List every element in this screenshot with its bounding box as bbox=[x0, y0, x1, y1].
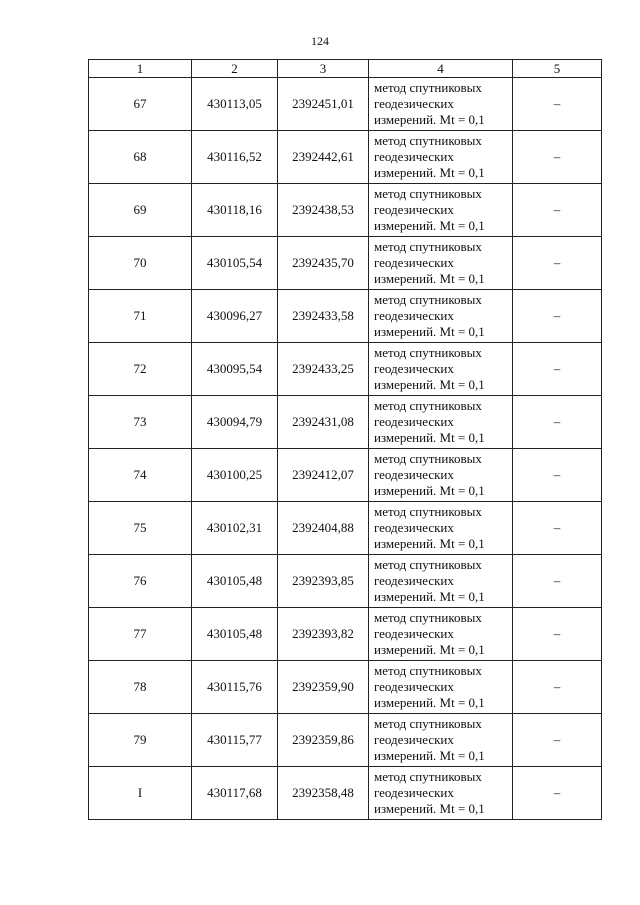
method-line: геодезических bbox=[374, 573, 454, 588]
y-coordinate-cell: 2392393,82 bbox=[278, 608, 369, 661]
x-coordinate-cell: 430105,54 bbox=[192, 237, 278, 290]
table-row bbox=[89, 502, 602, 555]
point-id-cell: 72 bbox=[89, 343, 192, 396]
method-line: метод спутниковых bbox=[374, 345, 482, 360]
method-line: геодезических bbox=[374, 785, 454, 800]
note-cell: – bbox=[513, 290, 602, 343]
method-line: измерений. Mt = 0,1 bbox=[374, 483, 485, 498]
note-cell: – bbox=[513, 449, 602, 502]
method-line: метод спутниковых bbox=[374, 557, 482, 572]
method-cell bbox=[369, 555, 513, 608]
note-cell: – bbox=[513, 608, 602, 661]
method-line: геодезических bbox=[374, 467, 454, 482]
method-cell bbox=[369, 502, 513, 555]
header-cell-2: 2 bbox=[192, 60, 278, 78]
method-line: геодезических bbox=[374, 149, 454, 164]
point-id-cell: I bbox=[89, 767, 192, 820]
method-line: метод спутниковых bbox=[374, 504, 482, 519]
method-line: геодезических bbox=[374, 520, 454, 535]
table-row bbox=[89, 608, 602, 661]
method-line: измерений. Mt = 0,1 bbox=[374, 165, 485, 180]
y-coordinate-cell: 2392431,08 bbox=[278, 396, 369, 449]
x-coordinate-cell: 430117,68 bbox=[192, 767, 278, 820]
method-cell bbox=[369, 237, 513, 290]
note-cell: – bbox=[513, 661, 602, 714]
point-id-cell: 74 bbox=[89, 449, 192, 502]
y-coordinate-cell: 2392359,86 bbox=[278, 714, 369, 767]
table-row bbox=[89, 555, 602, 608]
method-line: измерений. Mt = 0,1 bbox=[374, 271, 485, 286]
table-header bbox=[89, 60, 602, 78]
method-line: геодезических bbox=[374, 361, 454, 376]
x-coordinate-cell: 430095,54 bbox=[192, 343, 278, 396]
method-line: измерений. Mt = 0,1 bbox=[374, 801, 485, 816]
method-cell bbox=[369, 714, 513, 767]
x-coordinate-cell: 430115,77 bbox=[192, 714, 278, 767]
method-line: измерений. Mt = 0,1 bbox=[374, 748, 485, 763]
note-cell: – bbox=[513, 555, 602, 608]
note-cell: – bbox=[513, 237, 602, 290]
x-coordinate-cell: 430094,79 bbox=[192, 396, 278, 449]
x-coordinate-cell: 430105,48 bbox=[192, 608, 278, 661]
x-coordinate-cell: 430115,76 bbox=[192, 661, 278, 714]
x-coordinate-cell: 430105,48 bbox=[192, 555, 278, 608]
method-line: метод спутниковых bbox=[374, 133, 482, 148]
table-row bbox=[89, 396, 602, 449]
point-id-cell: 70 bbox=[89, 237, 192, 290]
method-cell bbox=[369, 449, 513, 502]
point-id-cell: 71 bbox=[89, 290, 192, 343]
method-line: измерений. Mt = 0,1 bbox=[374, 377, 485, 392]
point-id-cell: 73 bbox=[89, 396, 192, 449]
point-id-cell: 75 bbox=[89, 502, 192, 555]
method-line: метод спутниковых bbox=[374, 186, 482, 201]
method-cell bbox=[369, 184, 513, 237]
table-row bbox=[89, 449, 602, 502]
method-line: метод спутниковых bbox=[374, 769, 482, 784]
y-coordinate-cell: 2392359,90 bbox=[278, 661, 369, 714]
method-line: метод спутниковых bbox=[374, 239, 482, 254]
y-coordinate-cell: 2392435,70 bbox=[278, 237, 369, 290]
method-line: метод спутниковых bbox=[374, 292, 482, 307]
y-coordinate-cell: 2392404,88 bbox=[278, 502, 369, 555]
y-coordinate-cell: 2392412,07 bbox=[278, 449, 369, 502]
method-line: геодезических bbox=[374, 679, 454, 694]
coordinates-table bbox=[88, 59, 602, 820]
method-line: метод спутниковых bbox=[374, 663, 482, 678]
x-coordinate-cell: 430118,16 bbox=[192, 184, 278, 237]
method-line: геодезических bbox=[374, 96, 454, 111]
x-coordinate-cell: 430102,31 bbox=[192, 502, 278, 555]
point-id-cell: 79 bbox=[89, 714, 192, 767]
y-coordinate-cell: 2392433,25 bbox=[278, 343, 369, 396]
method-line: измерений. Mt = 0,1 bbox=[374, 642, 485, 657]
x-coordinate-cell: 430113,05 bbox=[192, 78, 278, 131]
note-cell: – bbox=[513, 78, 602, 131]
table-row bbox=[89, 78, 602, 131]
method-line: геодезических bbox=[374, 414, 454, 429]
x-coordinate-cell: 430096,27 bbox=[192, 290, 278, 343]
method-cell bbox=[369, 78, 513, 131]
page-number: 124 bbox=[311, 34, 329, 48]
method-cell bbox=[369, 290, 513, 343]
table-row bbox=[89, 237, 602, 290]
x-coordinate-cell: 430116,52 bbox=[192, 131, 278, 184]
method-cell bbox=[369, 396, 513, 449]
method-line: измерений. Mt = 0,1 bbox=[374, 324, 485, 339]
y-coordinate-cell: 2392393,85 bbox=[278, 555, 369, 608]
method-line: измерений. Mt = 0,1 bbox=[374, 536, 485, 551]
table-row bbox=[89, 343, 602, 396]
method-line: геодезических bbox=[374, 308, 454, 323]
table-row bbox=[89, 184, 602, 237]
y-coordinate-cell: 2392442,61 bbox=[278, 131, 369, 184]
header-row bbox=[89, 60, 602, 78]
method-line: метод спутниковых bbox=[374, 398, 482, 413]
note-cell: – bbox=[513, 396, 602, 449]
header-cell-3: 3 bbox=[278, 60, 369, 78]
method-cell bbox=[369, 767, 513, 820]
note-cell: – bbox=[513, 131, 602, 184]
table-row bbox=[89, 767, 602, 820]
point-id-cell: 77 bbox=[89, 608, 192, 661]
point-id-cell: 78 bbox=[89, 661, 192, 714]
method-cell bbox=[369, 131, 513, 184]
note-cell: – bbox=[513, 343, 602, 396]
y-coordinate-cell: 2392358,48 bbox=[278, 767, 369, 820]
header-cell-1: 1 bbox=[89, 60, 192, 78]
method-line: измерений. Mt = 0,1 bbox=[374, 589, 485, 604]
method-line: измерений. Mt = 0,1 bbox=[374, 112, 485, 127]
method-line: геодезических bbox=[374, 202, 454, 217]
y-coordinate-cell: 2392433,58 bbox=[278, 290, 369, 343]
method-line: метод спутниковых bbox=[374, 716, 482, 731]
note-cell: – bbox=[513, 502, 602, 555]
method-line: геодезических bbox=[374, 626, 454, 641]
method-line: метод спутниковых bbox=[374, 610, 482, 625]
note-cell: – bbox=[513, 714, 602, 767]
point-id-cell: 69 bbox=[89, 184, 192, 237]
method-cell bbox=[369, 661, 513, 714]
header-cell-4: 4 bbox=[369, 60, 513, 78]
point-id-cell: 67 bbox=[89, 78, 192, 131]
header-cell-5: 5 bbox=[513, 60, 602, 78]
method-cell bbox=[369, 343, 513, 396]
method-line: измерений. Mt = 0,1 bbox=[374, 695, 485, 710]
y-coordinate-cell: 2392438,53 bbox=[278, 184, 369, 237]
table-row bbox=[89, 290, 602, 343]
note-cell: – bbox=[513, 767, 602, 820]
note-cell: – bbox=[513, 184, 602, 237]
y-coordinate-cell: 2392451,01 bbox=[278, 78, 369, 131]
table-row bbox=[89, 661, 602, 714]
point-id-cell: 68 bbox=[89, 131, 192, 184]
method-cell bbox=[369, 608, 513, 661]
method-line: измерений. Mt = 0,1 bbox=[374, 430, 485, 445]
table-row bbox=[89, 131, 602, 184]
method-line: метод спутниковых bbox=[374, 451, 482, 466]
method-line: измерений. Mt = 0,1 bbox=[374, 218, 485, 233]
method-line: метод спутниковых bbox=[374, 80, 482, 95]
table-body bbox=[89, 78, 602, 820]
point-id-cell: 76 bbox=[89, 555, 192, 608]
table-row bbox=[89, 714, 602, 767]
method-line: геодезических bbox=[374, 732, 454, 747]
x-coordinate-cell: 430100,25 bbox=[192, 449, 278, 502]
method-line: геодезических bbox=[374, 255, 454, 270]
